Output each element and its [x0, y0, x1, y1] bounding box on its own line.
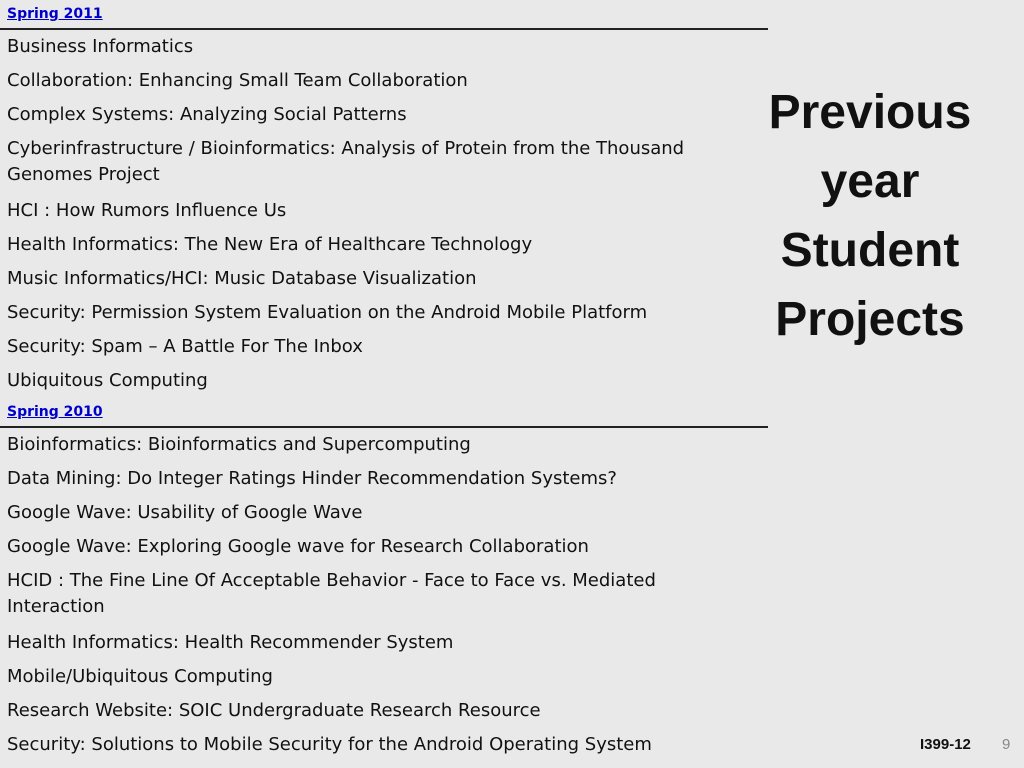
list-item: HCI : How Rumors Influence Us [7, 200, 287, 221]
list-item: Research Website: SOIC Undergraduate Research Resource [7, 700, 541, 721]
list-item: Health Informatics: The New Era of Healthcare Technology [7, 234, 533, 255]
list-item: Security: Permission System Evaluation on the Android Mobile Platform [7, 302, 648, 323]
list-item: Mobile/Ubiquitous Computing [7, 666, 273, 687]
section-link-spring-2011[interactable]: Spring 2011 [7, 6, 103, 22]
list-item: Security: Spam – A Battle For The Inbox [7, 336, 363, 357]
list-item: HCID : The Fine Line Of Acceptable Behavior - Face to Face vs. Mediated Interaction [7, 570, 656, 617]
list-item: Cyberinfrastructure / Bioinformatics: Analysis of Protein from the Thousand Genomes Project [7, 138, 685, 185]
course-code: I399-12 [920, 736, 971, 753]
list-item: Bioinformatics: Bioinformatics and Supercomputing [7, 434, 471, 455]
section-heading-spring-2011 [0, 0, 768, 30]
list-item: Security: Solutions to Mobile Security for the Android Operating System [7, 734, 652, 755]
section-heading-spring-2010 [0, 398, 768, 428]
list-item: Google Wave: Usability of Google Wave [7, 502, 363, 523]
list-item: Business Informatics [7, 36, 194, 57]
list-item: Health Informatics: Health Recommender System [7, 632, 454, 653]
list-item: Data Mining: Do Integer Ratings Hinder Recommendation Systems? [7, 468, 617, 489]
list-item: Music Informatics/HCI: Music Database Visualization [7, 268, 477, 289]
page-number: 9 [1002, 736, 1011, 753]
list-item: Complex Systems: Analyzing Social Patterns [7, 104, 407, 125]
slide-title: Previous year Student Projects [768, 86, 972, 346]
list-item: Collaboration: Enhancing Small Team Collaboration [7, 70, 468, 91]
list-item: Ubiquitous Computing [7, 370, 208, 391]
section-link-spring-2010[interactable]: Spring 2010 [7, 404, 103, 420]
list-item: Google Wave: Exploring Google wave for Research Collaboration [7, 536, 589, 557]
